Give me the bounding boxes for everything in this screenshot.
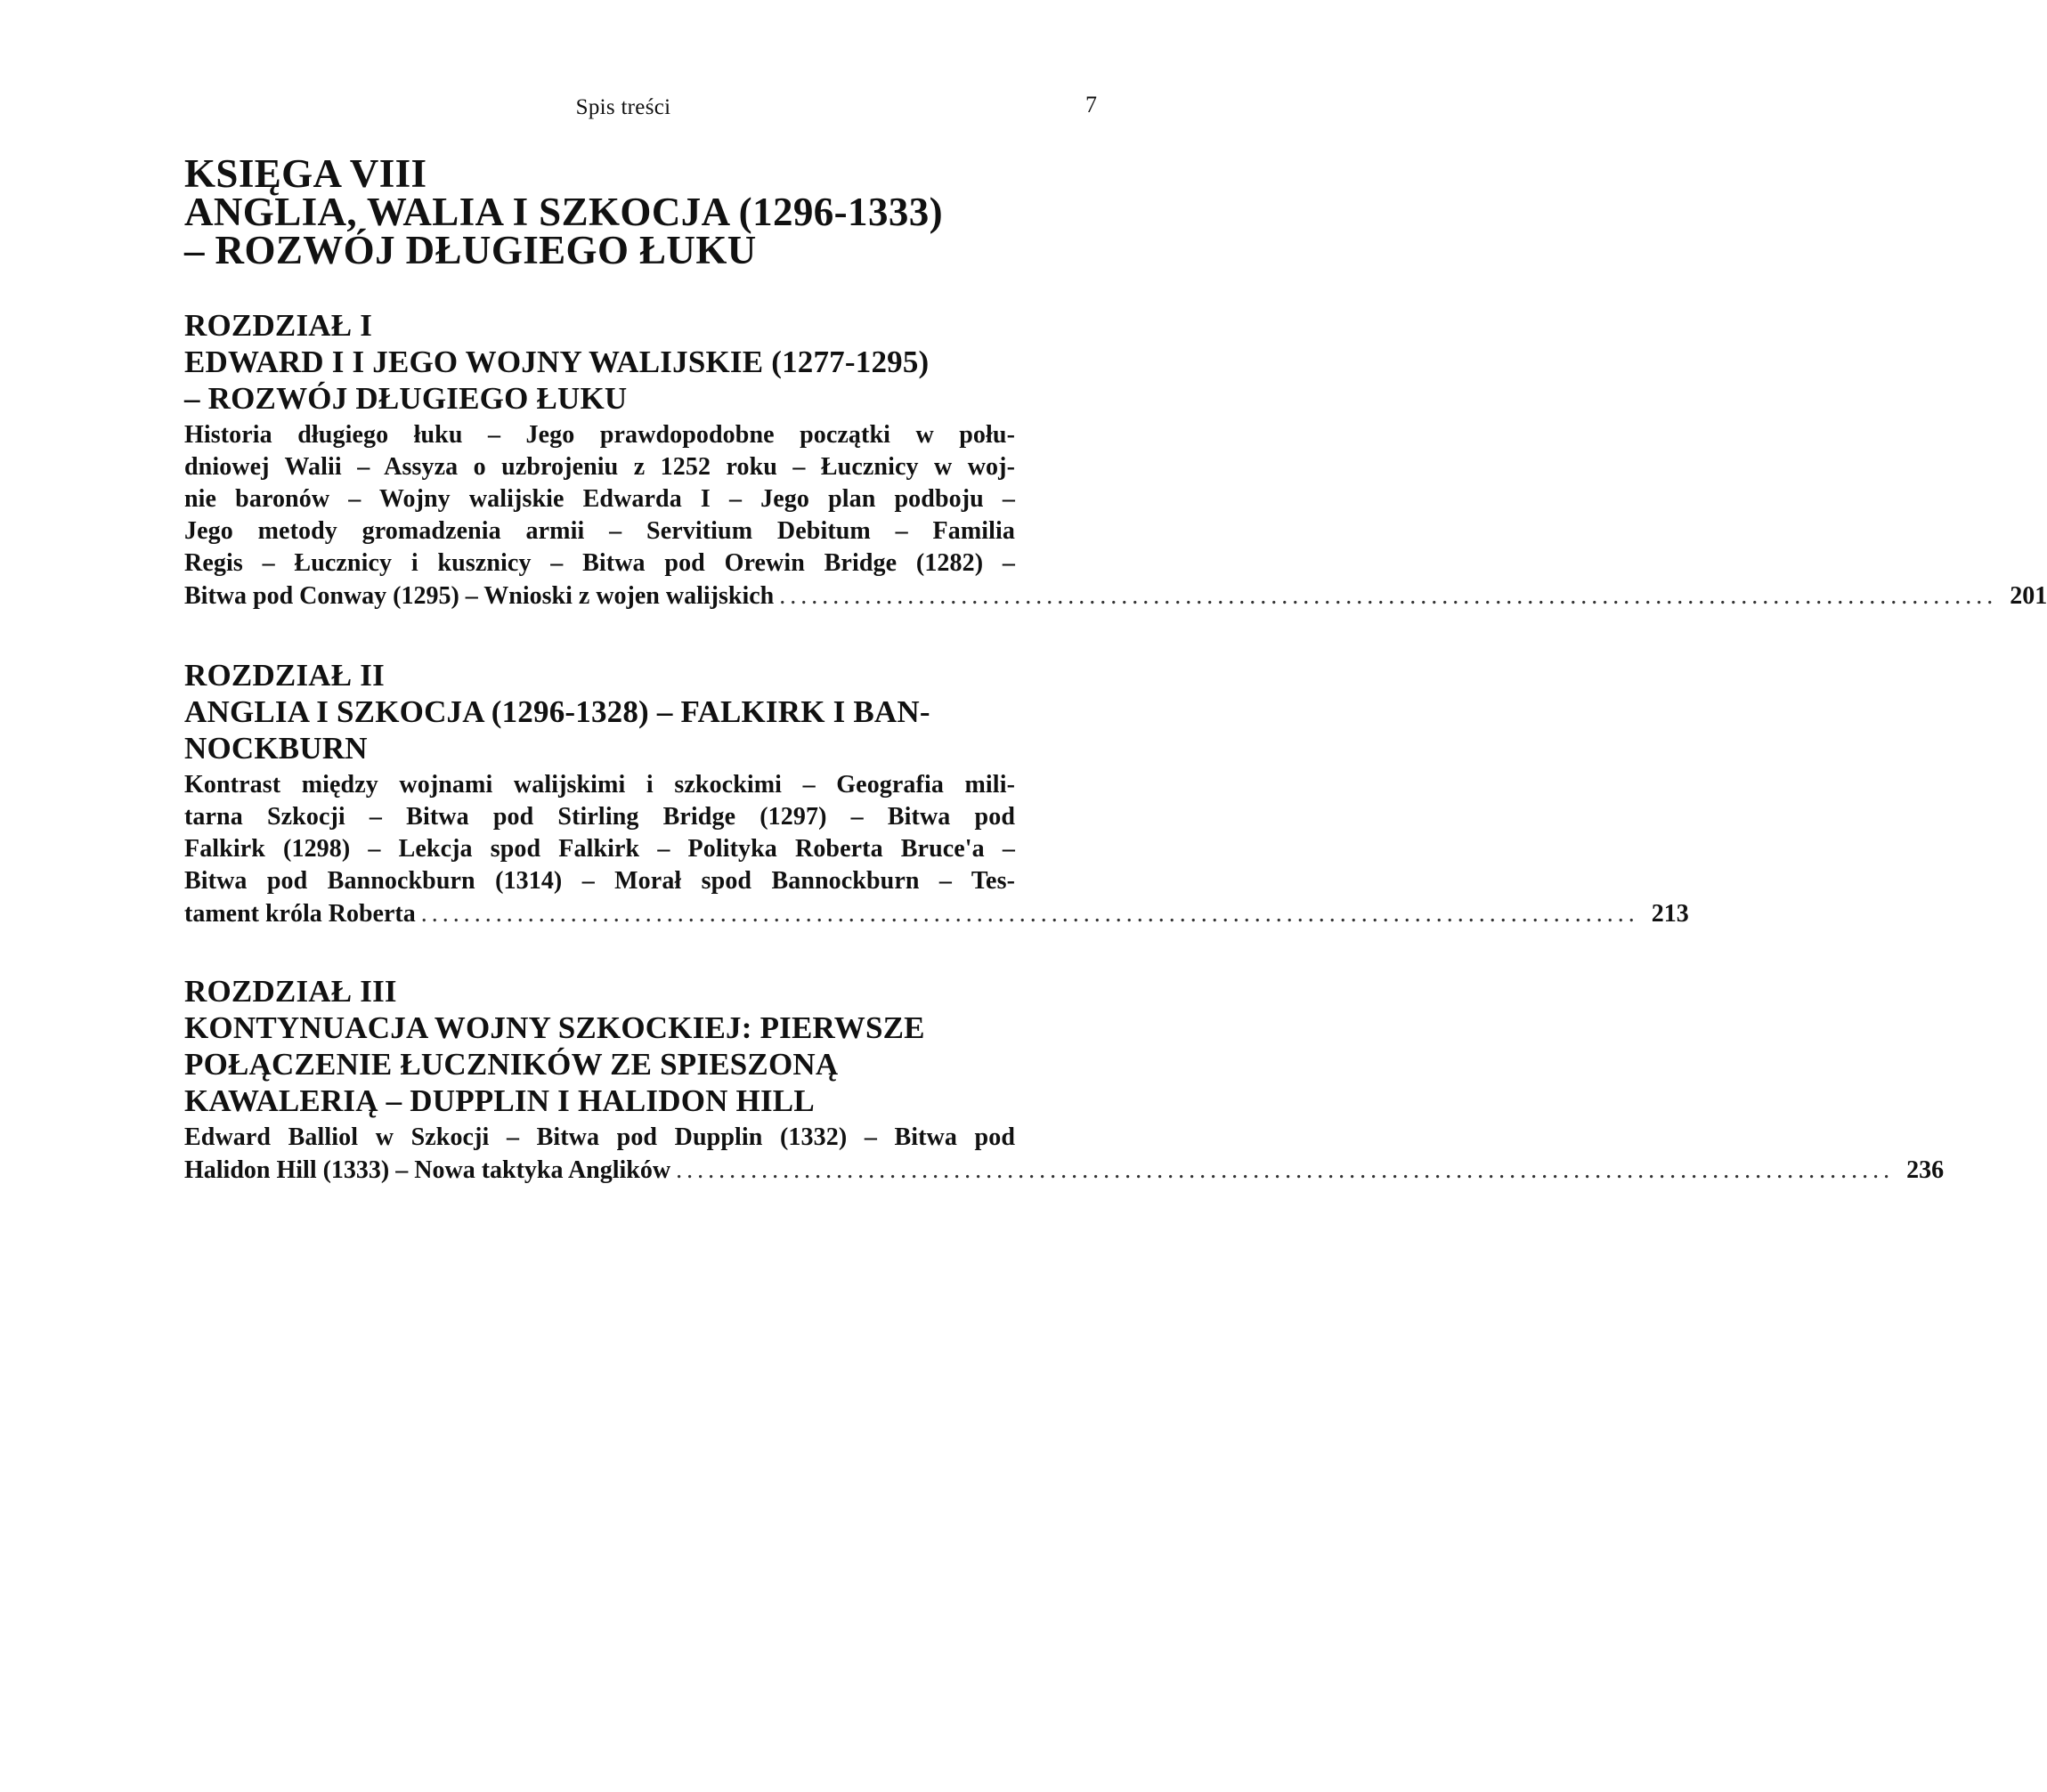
summary-line: Bitwa pod Conway (1295) – Wnioski z wojen walijskich [184,582,775,610]
page-reference: 236 [1906,1156,1945,1184]
summary-line: Falkirk (1298) – Lekcja spod Falkirk – Polityka Roberta Bruce'a – [184,835,1015,863]
chapter-summary [184,1122,1945,1187]
chapter-entry [184,307,2047,612]
chapter-title-line: POŁĄCZENIE ŁUCZNIKÓW ZE SPIESZONĄ [184,1047,839,1082]
summary-line: Jego metody gromadzenia armii – Servitium Debitum – Familia [184,517,1015,545]
chapter-title-line: KONTYNUACJA WOJNY SZKOCKIEJ: PIERWSZE [184,1010,925,1045]
page-number: 7 [1085,92,1097,118]
summary-line: Bitwa pod Bannockburn (1314) – Morał spod Bannockburn – Tes- [184,867,1015,895]
chapter-title-line: EDWARD I I JEGO WOJNY WALIJSKIE (1277-1295) [184,345,930,379]
table-of-contents [184,151,2047,1187]
chapter-title-line: – ROZWÓJ DŁUGIEGO ŁUKU [184,381,628,416]
chapter-label: ROZDZIAŁ I [184,308,373,343]
chapter-title-line: ANGLIA I SZKOCJA (1296-1328) – FALKIRK I BAN- [184,694,930,729]
dot-leader: .................................................................................................................. [676,1156,1895,1184]
page-reference: 213 [1651,900,1689,928]
chapter-entry [184,657,1689,930]
running-head: Spis treści [575,95,671,119]
chapter-title [184,693,1088,766]
book-title [184,151,1088,272]
book-title-line: KSIĘGA VIII [184,151,427,196]
summary-line: Regis – Łucznicy i kusznicy – Bitwa pod Orewin Bridge (1282) – [184,549,1015,577]
summary-line: Edward Balliol w Szkocji – Bitwa pod Dupplin (1332) – Bitwa pod [184,1123,1015,1151]
dot-leader: .................................................................................................................. [420,900,1639,928]
summary-line: Kontrast między wojnami walijskimi i szkockimi – Geografia mili- [184,771,1015,799]
page-reference: 201 [2010,582,2047,610]
toc-entry-line[interactable] [184,898,1689,930]
summary-line: nie baronów – Wojny walijskie Edwarda I – Jego plan podboju – [184,485,1015,513]
summary-line: dniowej Walii – Assyza o uzbrojeniu z 1252 roku – Łucznicy w woj- [184,453,1015,481]
toc-entry-line[interactable] [184,580,2047,612]
chapter-title-line: NOCKBURN [184,731,368,766]
summary-line: Halidon Hill (1333) – Nowa taktyka Anglików [184,1156,671,1184]
chapter-title [184,1010,1088,1119]
chapter-title [184,344,1088,417]
chapter-title-line: KAWALERIĄ – DUPPLIN I HALIDON HILL [184,1083,815,1118]
summary-line: tarna Szkocji – Bitwa pod Stirling Bridge (1297) – Bitwa pod [184,803,1015,831]
chapter-summary [184,419,2047,612]
chapter-summary [184,769,1689,930]
summary-line: Historia długiego łuku – Jego prawdopodobne początki w połu- [184,421,1015,449]
book-title-line: ANGLIA, WALIA I SZKOCJA (1296-1333) [184,190,944,234]
chapter-entry [184,973,1945,1187]
chapter-label: ROZDZIAŁ III [184,974,397,1009]
toc-entry-line[interactable] [184,1155,1945,1187]
summary-line: tament króla Roberta [184,900,416,928]
chapter-label: ROZDZIAŁ II [184,658,385,693]
dot-leader: .................................................................................................................. [779,582,1998,610]
book-title-line: – ROZWÓJ DŁUGIEGO ŁUKU [184,228,757,272]
